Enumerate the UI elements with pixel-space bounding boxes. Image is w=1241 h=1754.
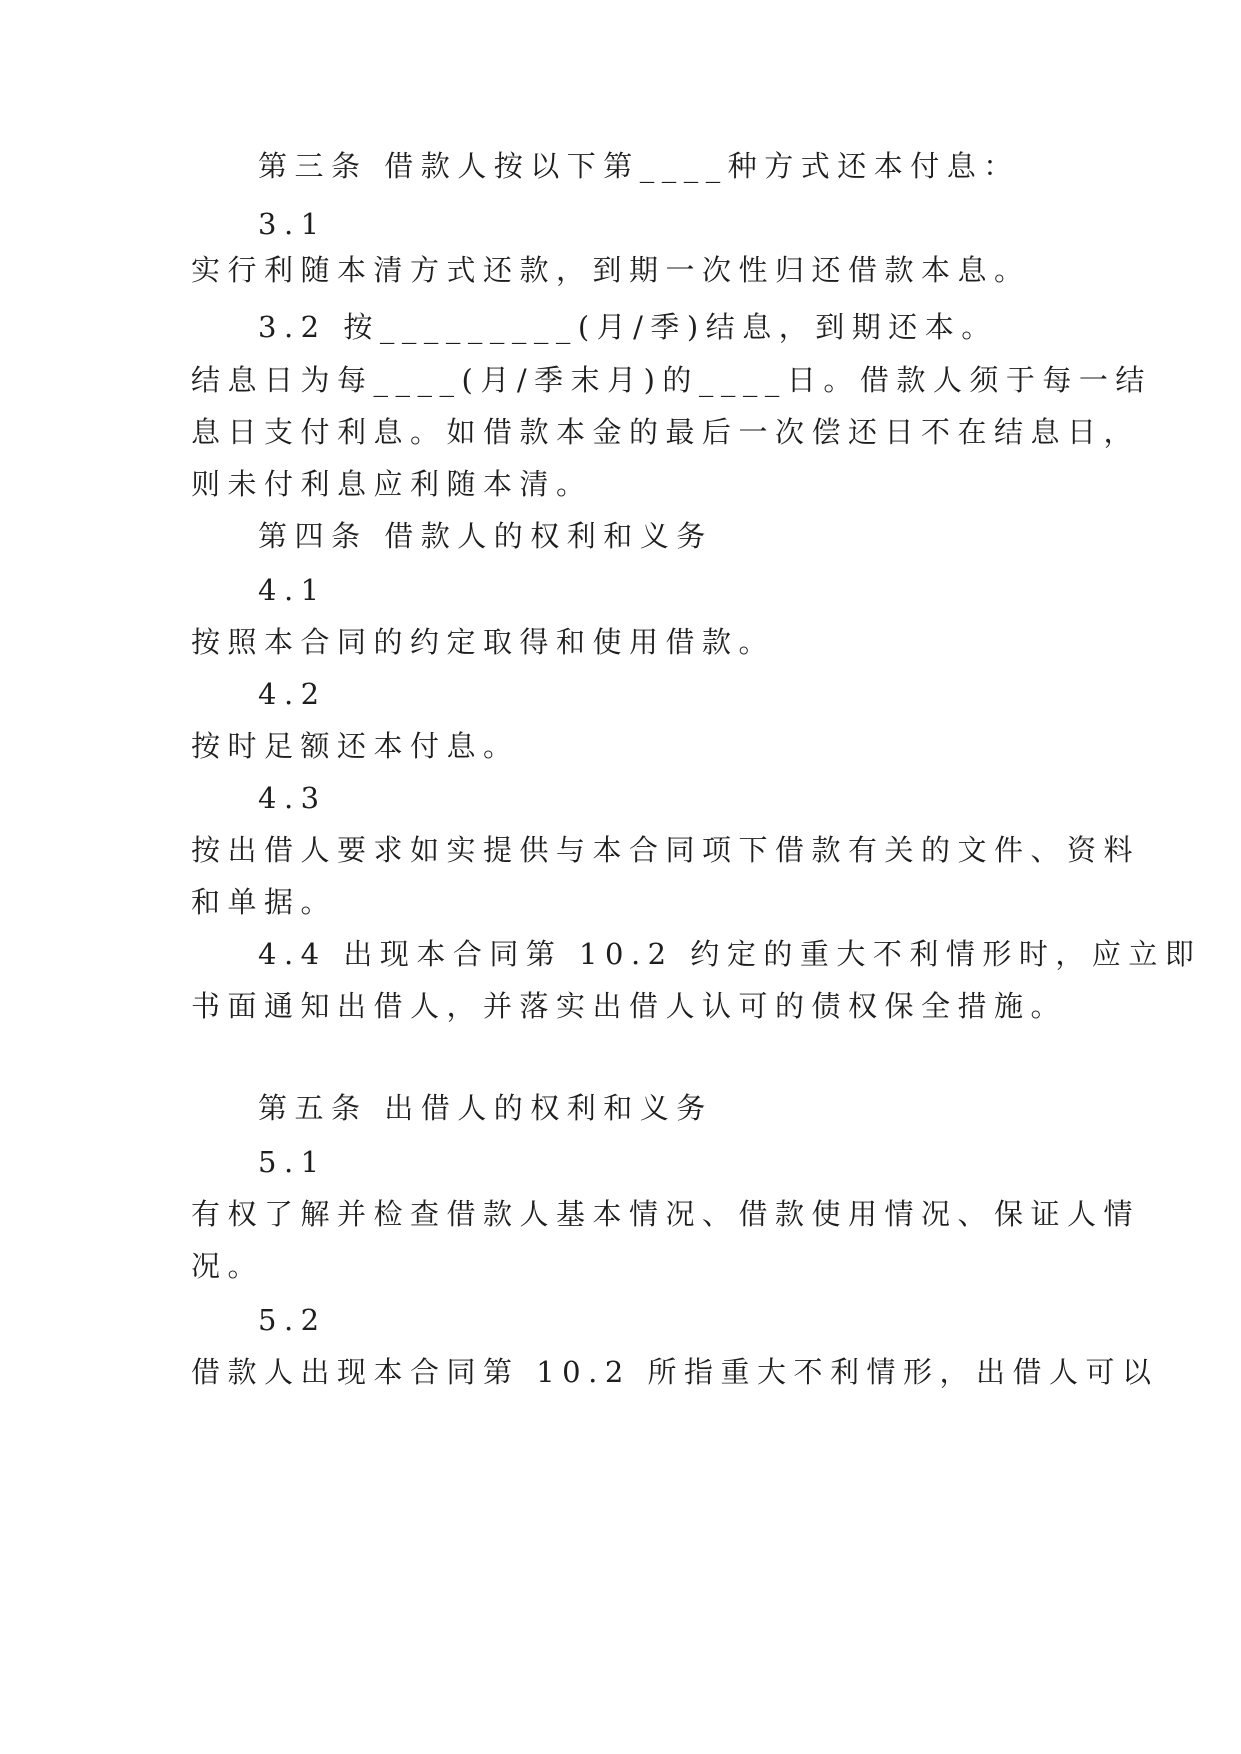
clause-text: 4.4 出现本合同第 10.2 约定的重大不利情形时，应立即 bbox=[258, 937, 1202, 971]
clause-number: 5.1 bbox=[258, 1145, 327, 1179]
clause-text: 按照本合同的约定取得和使用借款。 bbox=[191, 625, 776, 659]
clause-text: 则未付利息应利随本清。 bbox=[191, 467, 593, 501]
article-4-heading: 第四条 借款人的权利和义务 bbox=[258, 519, 713, 553]
article-5-heading: 第五条 出借人的权利和义务 bbox=[258, 1091, 713, 1125]
clause-number: 3.1 bbox=[258, 207, 327, 241]
clause-number: 4.1 bbox=[258, 573, 327, 607]
clause-text: 书面通知出借人，并落实出借人认可的债权保全措施。 bbox=[191, 989, 1068, 1023]
clause-number: 5.2 bbox=[258, 1303, 327, 1337]
article-3-heading: 第三条 借款人按以下第____种方式还本付息： bbox=[258, 149, 1020, 183]
clause-text: 3.2 按_________(月/季)结息，到期还本。 bbox=[258, 310, 998, 344]
clause-text: 按出借人要求如实提供与本合同项下借款有关的文件、资料 bbox=[191, 833, 1141, 867]
clause-text: 和单据。 bbox=[191, 885, 338, 919]
clause-number: 4.3 bbox=[258, 781, 327, 815]
clause-text: 有权了解并检查借款人基本情况、借款使用情况、保证人情 bbox=[191, 1197, 1141, 1231]
clause-text: 息日支付利息。如借款本金的最后一次偿还日不在结息日， bbox=[191, 415, 1141, 449]
clause-text: 实行利随本清方式还款，到期一次性归还借款本息。 bbox=[191, 253, 1031, 287]
clause-text: 借款人出现本合同第 10.2 所指重大不利情形，出借人可以 bbox=[191, 1355, 1159, 1389]
clause-text: 按时足额还本付息。 bbox=[191, 729, 520, 763]
clause-number: 4.2 bbox=[258, 677, 327, 711]
clause-text: 况。 bbox=[191, 1249, 265, 1283]
clause-text: 结息日为每____(月/季末月)的____日。借款人须于每一结 bbox=[191, 363, 1152, 397]
